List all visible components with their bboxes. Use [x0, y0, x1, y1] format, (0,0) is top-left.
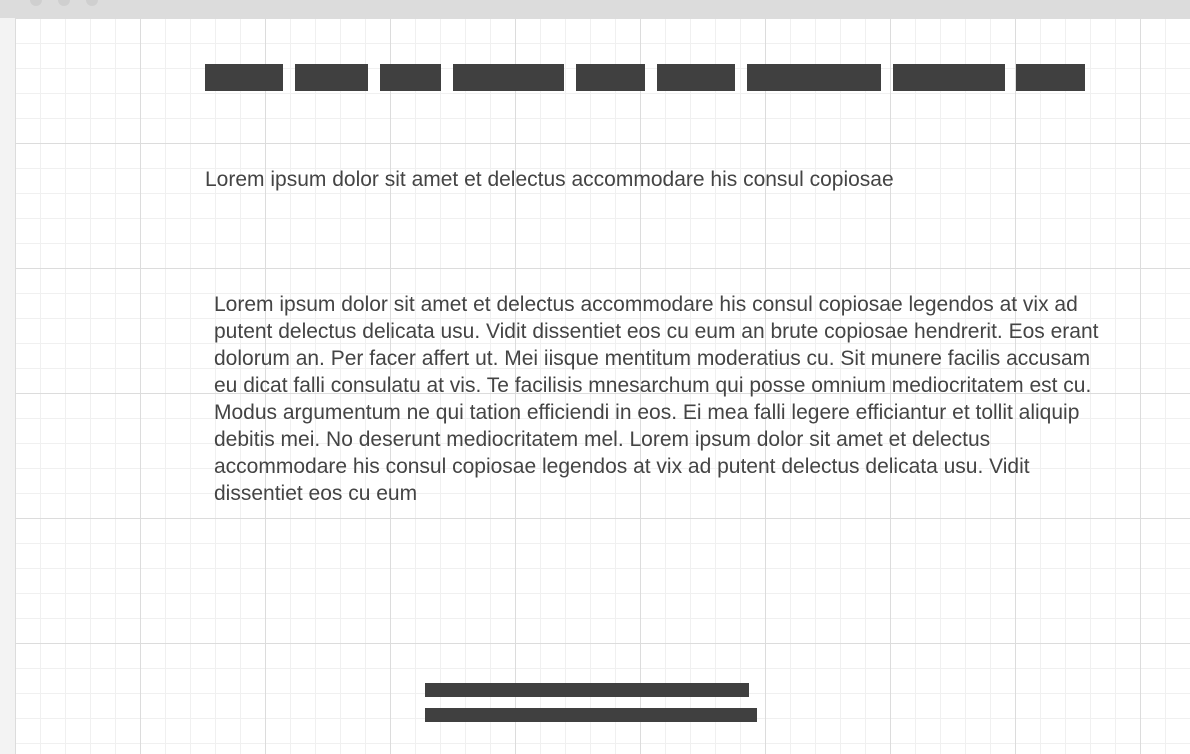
nav-item-placeholder[interactable] [893, 64, 1005, 91]
nav-item-placeholder[interactable] [576, 64, 645, 91]
footer-line-placeholder [425, 708, 757, 722]
nav-item-placeholder[interactable] [205, 64, 283, 91]
minimize-window-icon[interactable] [58, 0, 70, 6]
close-window-icon[interactable] [30, 0, 42, 6]
footer-line-placeholder [425, 683, 749, 697]
body-paragraph: Lorem ipsum dolor sit amet et delectus accommodare his consul copiosae legendos at vix ad putent delectus delicata usu. Vidit dissentiet eos cu eum an brute copiosae hendrerit. Eos erant dolorum an. Per facer affert ut. Mei iisque mentitum moderatius cu. Sit munere facilis accusam eu dicat falli consulatu at vis. Te facilisis mnesarchum qui posse omnium mediocritatem est cu. Modus argumentum ne qui tation efficiendi in eos. Ei mea falli legere efficiantur et tollit aliquip debitis mei. No deserunt mediocritatem mel. Lorem ipsum dolor sit amet et delectus accommodare his consul copiosae legendos at vix ad putent delectus delicata usu. Vidit dissentiet eos cu eum [214, 293, 1099, 505]
nav-item-placeholder[interactable] [453, 64, 564, 91]
nav-item-placeholder[interactable] [295, 64, 368, 91]
nav-item-placeholder[interactable] [747, 64, 881, 91]
nav-item-placeholder[interactable] [380, 64, 441, 91]
window-titlebar [0, 0, 1190, 18]
nav-item-placeholder[interactable] [657, 64, 735, 91]
page-tagline: Lorem ipsum dolor sit amet et delectus accommodare his consul copiosae [205, 168, 894, 191]
maximize-window-icon[interactable] [86, 0, 98, 6]
nav-item-placeholder[interactable] [1016, 64, 1085, 91]
